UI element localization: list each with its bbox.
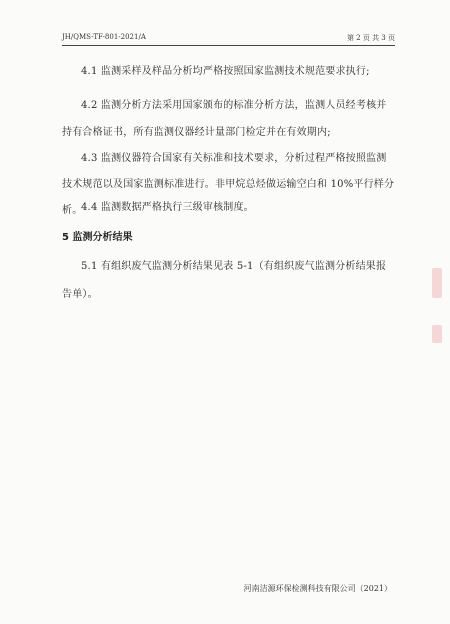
page-number: 第 2 页 共 3 页 (346, 34, 395, 42)
paragraph-5-1: 5.1 有组织废气监测分析结果见表 5-1（有组织废气监测分析结果报告单）。 (62, 261, 387, 300)
seal-fragment-lower (432, 325, 442, 343)
paragraph-4-3: 4.3 监测仪器符合国家有关标准和技术要求，分析过程严格按照监测技术规范以及国家监测标准进行。非甲烷总烃做运输空白和 10%平行样分析。 (62, 153, 395, 216)
footer-company: 河南洁源环保检测科技有限公司（2021） (243, 584, 392, 593)
paragraph-4-4: 4.4 监测数据严格执行三级审核制度。 (81, 202, 254, 213)
paragraph-4-2: 4.2 监测分析方法采用国家颁布的标准分析方法，监测人员经考核并持有合格证书，所有监测仪器经计量部门检定并在有效期内; (62, 100, 387, 138)
seal-fragment (432, 268, 442, 298)
section-5-heading: 5 监测分析结果 (62, 232, 133, 243)
page-header (62, 31, 395, 46)
document-code: JH/QMS-TF-801-2021/A (62, 33, 146, 41)
paragraph-4-1: 4.1 监测采样及样品分析均严格按照国家监测技术规范要求执行; (81, 66, 370, 77)
